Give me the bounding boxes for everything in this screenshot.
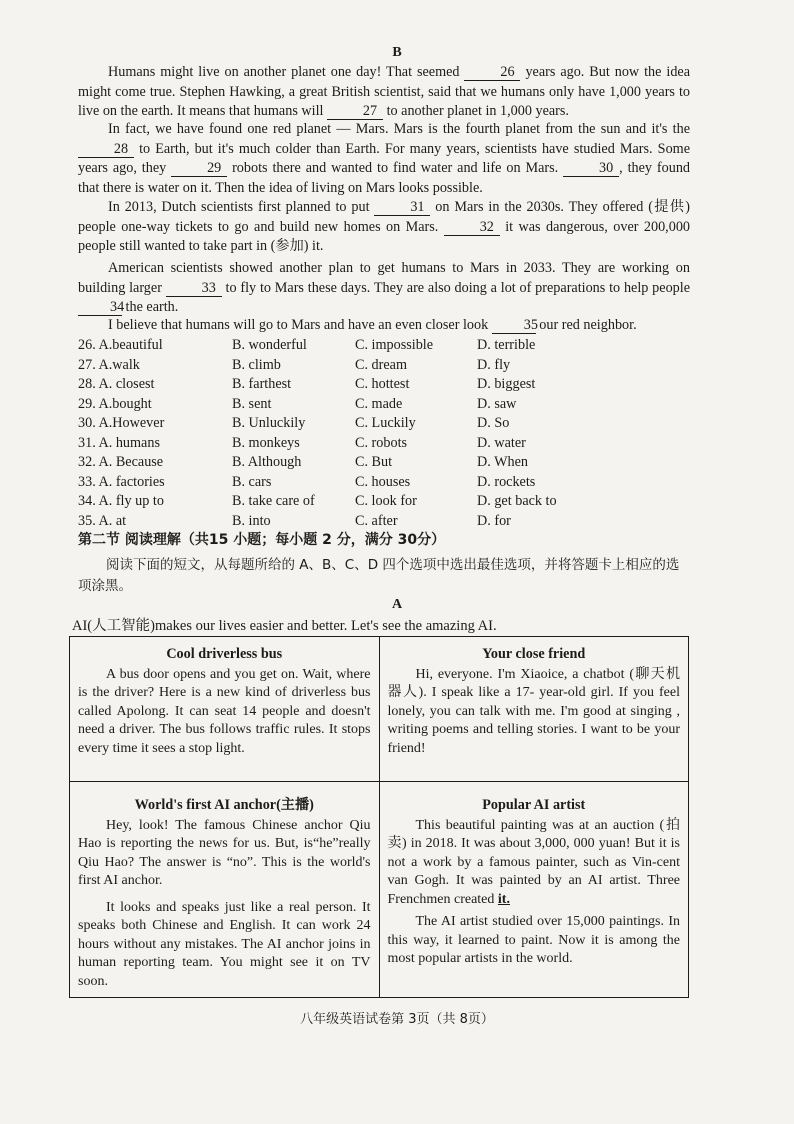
box-body: This beautiful painting was at an auction (拍卖) in 2018. It was about 3,000, 000 yuan! But it is not a work by a famous painter, such as Vin-cent van Gogh. It was painted by an AI artist. Three Frenchmen created it. xyxy=(387,817,680,907)
option-d[interactable]: D. So xyxy=(477,415,510,431)
option-c[interactable]: C. look for xyxy=(355,493,417,509)
blank-27[interactable]: 27 xyxy=(327,104,383,120)
option-c[interactable]: C. But xyxy=(355,454,393,470)
blank-28[interactable]: 28 xyxy=(78,142,134,158)
option-c[interactable]: C. houses xyxy=(355,473,411,490)
option-c[interactable]: C. made xyxy=(355,395,403,412)
option-b[interactable]: B. into xyxy=(232,512,271,529)
option-c[interactable]: C. Luckily xyxy=(355,415,416,431)
option-d[interactable]: D. water xyxy=(477,434,526,451)
box-driverless-bus xyxy=(70,637,380,782)
box-title: Your close friend xyxy=(482,646,586,662)
box-body: It looks and speaks just like a real person. It speaks both Chinese and English. It can work 24 hours without any mistakes. The AI anchor joins in human reporting team. You might see it on TV soon. xyxy=(78,899,371,989)
option-d[interactable]: D. saw xyxy=(477,395,517,412)
option-c[interactable]: C. hottest xyxy=(355,376,410,392)
option-c[interactable]: C. after xyxy=(355,512,398,529)
option-a[interactable]: 35. A. at xyxy=(78,512,127,529)
option-d[interactable]: D. rockets xyxy=(477,473,536,490)
part2-instruction: 阅读下面的短文，从每题所给的 A、B、C、D 四个选项中选出最佳选项，并将答题卡上相应的选项涂黑。 xyxy=(78,557,680,594)
option-d[interactable]: D. get back to xyxy=(477,493,557,509)
blank-34[interactable]: 34 xyxy=(78,300,122,316)
option-row-26 xyxy=(78,336,690,356)
option-a[interactable]: 30. A.However xyxy=(78,415,165,431)
blank-32[interactable]: 32 xyxy=(444,220,500,236)
option-d[interactable]: D. When xyxy=(477,454,528,470)
box-title: World's first AI anchor(主播) xyxy=(134,797,314,813)
ai-info-table xyxy=(69,636,689,998)
option-row-33 xyxy=(78,473,690,493)
box-ai-anchor xyxy=(70,782,380,998)
option-b[interactable]: B. Although xyxy=(232,454,302,470)
option-row-30 xyxy=(78,414,690,434)
option-row-31 xyxy=(78,434,690,454)
option-b[interactable]: B. cars xyxy=(232,473,272,490)
passage-b-paragraph-5: I believe that humans will go to Mars and have an even closer look 35 our red neighbor. xyxy=(108,317,637,333)
option-b[interactable]: B. wonderful xyxy=(232,337,307,353)
box-body: A bus door opens and you get on. Wait, where is the driver? Here is a new kind of driverless bus called Apolong. It can seat 14 people and doesn't need a driver. The bus follows traffic rules. It stops every time it sees a stop light. xyxy=(78,666,371,756)
page-footer: 八年级英语试卷第 3页（共 8页） xyxy=(300,1012,494,1027)
blank-26[interactable]: 26 xyxy=(464,65,520,81)
passage-b-paragraph-3: In 2013, Dutch scientists first planned to put 31 on Mars in the 2030s. They offered (提供) people one-way tickets to go and build new homes on Mars. 32 it was dangerous, over 200,000 people still wanted to take part in (参加) it. xyxy=(78,199,691,254)
box-body: Hey, look! The famous Chinese anchor Qiu Hao is reporting the news for us. But, is“he”really Qiu Hao? The answer is “no”. This is the world's first AI anchor. xyxy=(78,817,371,888)
box-body: The AI artist studied over 15,000 paintings. In this way, it learned to paint. Now it is among the most popular artists in the world. xyxy=(387,914,680,966)
option-c[interactable]: C. robots xyxy=(355,434,408,451)
option-row-34 xyxy=(78,492,690,512)
blank-31[interactable]: 31 xyxy=(374,200,430,216)
option-row-35 xyxy=(78,512,690,532)
answer-options xyxy=(78,336,690,531)
option-a[interactable]: 34. A. fly up to xyxy=(78,493,164,509)
passage-a-intro: AI(人工智能)makes our lives easier and better. Let's see the amazing AI. xyxy=(72,618,497,634)
blank-29[interactable]: 29 xyxy=(171,161,227,177)
blank-33[interactable]: 33 xyxy=(166,281,222,297)
option-d[interactable]: D. for xyxy=(477,512,511,529)
option-b[interactable]: B. climb xyxy=(232,356,281,373)
box-body: Hi, everyone. I'm Xiaoice, a chatbot (聊天机器人). I speak like a 17- year-old girl. If you feel lonely, you can talk with me. I'm good at singing , writing poems and telling stories. I want to be your friend! xyxy=(387,666,680,756)
option-b[interactable]: B. farthest xyxy=(232,376,292,392)
option-a[interactable]: 32. A. Because xyxy=(78,454,164,470)
option-a[interactable]: 31. A. humans xyxy=(78,434,160,451)
option-d[interactable]: D. terrible xyxy=(477,337,536,353)
passage-b-paragraph-2: In fact, we have found one red planet — Mars. Mars is the fourth planet from the sun and it's the 28 to Earth, but it's much colder than Earth. For many years, scientists have studied Mars. Some years ago, they 29 robots there and wanted to find water and life on Mars. 30 , they found that there is water on it. Then the idea of living on Mars looks possible. xyxy=(78,121,691,196)
passage-b-paragraph-1: Humans might live on another planet one day! That seemed 26 years ago. But now the idea might come true. Stephen Hawking, a great British scientist, said that we humans only have 1,000 years to live on the earth. It means that humans will 27 to another planet in 1,000 years. xyxy=(78,64,691,119)
option-a[interactable]: 29. A.bought xyxy=(78,395,152,412)
option-row-27 xyxy=(78,356,690,376)
part2-heading: 第二节 阅读理解（共15 小题；每小题 2 分，满分 30分） xyxy=(78,532,446,548)
option-d[interactable]: D. fly xyxy=(477,356,511,373)
option-b[interactable]: B. Unluckily xyxy=(232,415,306,431)
passage-b-paragraph-4: American scientists showed another plan to get humans to Mars in 2033. They are working on building larger 33 to fly to Mars these days. They are also doing a lot of preparations to help people 34 the earth. xyxy=(78,260,690,315)
blank-30[interactable]: 30 xyxy=(563,161,619,177)
option-a[interactable]: 27. A.walk xyxy=(78,356,140,373)
box-close-friend xyxy=(379,637,689,782)
box-title: Popular AI artist xyxy=(482,797,586,813)
option-c[interactable]: C. dream xyxy=(355,356,408,373)
option-b[interactable]: B. take care of xyxy=(232,493,315,509)
option-a[interactable]: 28. A. closest xyxy=(78,376,155,392)
option-c[interactable]: C. impossible xyxy=(355,337,434,353)
option-row-32 xyxy=(78,453,690,473)
option-a[interactable]: 33. A. factories xyxy=(78,473,165,490)
blank-35[interactable]: 35 xyxy=(492,318,536,334)
option-d[interactable]: D. biggest xyxy=(477,376,536,392)
option-b[interactable]: B. monkeys xyxy=(232,434,300,451)
box-ai-artist xyxy=(379,782,689,998)
option-a[interactable]: 26. A.beautiful xyxy=(78,337,163,353)
option-row-29 xyxy=(78,395,690,415)
box-title: Cool driverless bus xyxy=(166,646,283,662)
option-row-28 xyxy=(78,375,690,395)
underlined-word-it: it. xyxy=(497,891,510,907)
section-letter-a: A xyxy=(391,597,403,612)
option-b[interactable]: B. sent xyxy=(232,395,272,412)
section-letter-b: B xyxy=(392,45,402,60)
